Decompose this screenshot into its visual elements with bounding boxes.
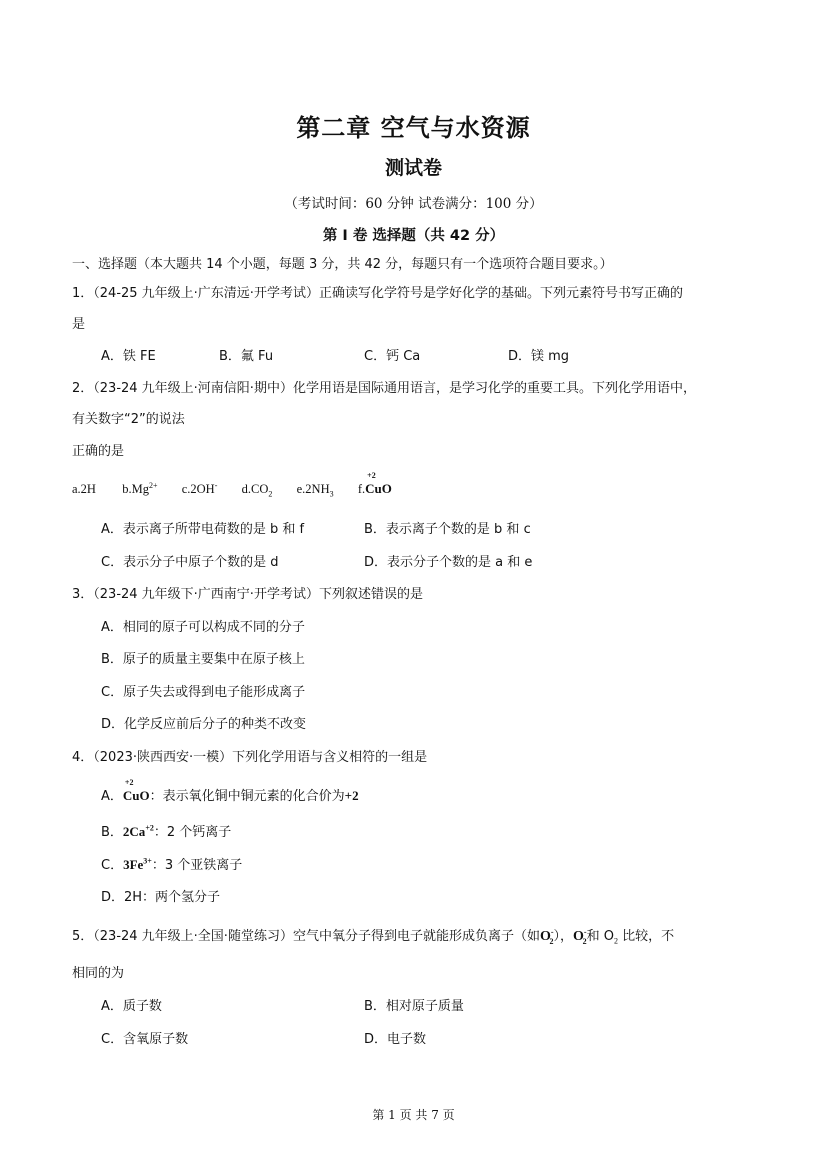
q2-symbol-f: f. +2 CuO	[357, 471, 392, 496]
q3-option-a: A．相同的原子可以构成不同的分子	[101, 620, 305, 635]
q3-option-c: C．原子失去或得到电子能形成离子	[101, 685, 306, 700]
q5-option-d: D．电子数	[364, 1032, 427, 1047]
q4-option-c: C．$3Fe^{3+}$：3 个亚铁离子	[101, 856, 243, 873]
q2-stem-line1: 2．（23-24 九年级上·河南信阳·期中）化学用语是国际通用语言，是学习化学的重要工具。下列化学用语中，	[72, 381, 696, 396]
q1-stem-line1: 1．（24-25 九年级上·广东清远·开学考试）正确读写化学符号是学好化学的基础。下列元素符号书写正确的	[72, 286, 683, 301]
q2-stem-line2: 有关数字“2”的说法	[72, 412, 185, 427]
q4-option-d: D．2H：两个氢分子	[101, 890, 221, 905]
q2-symbol-d: $d.CO_2$	[241, 482, 273, 499]
q5-option-b: B．相对原子质量	[364, 999, 464, 1014]
q4-a-formula: +2 CuO	[122, 778, 150, 803]
q2-symbol-b: $b.Mg^{2+}$	[122, 480, 158, 496]
exam-info: （考试时间：60 分钟 试卷满分：100 分）	[284, 196, 543, 212]
q4-stem: 4．（2023·陕西西安·一模）下列化学用语与含义相符的一组是	[72, 750, 428, 765]
q3-option-b: B．原子的质量主要集中在原子核上	[101, 652, 305, 667]
q5-option-a: A．质子数	[101, 999, 162, 1014]
q2-option-b: B．表示离子个数的是 b 和 c	[364, 522, 531, 537]
q3-stem: 3．（23-24 九年级下·广西南宁·开学考试）下列叙述错误的是	[72, 587, 423, 602]
section-heading: 第 I 卷 选择题（共 42 分）	[322, 228, 505, 244]
q1-option-a: A．铁 FE	[101, 349, 156, 364]
q2-symbol-a: a.2H	[72, 482, 96, 496]
q2-option-d: D．表示分子个数的是 a 和 e	[364, 555, 533, 570]
page-footer: 第 1 页 共 7 页	[372, 1108, 455, 1122]
q5-stem-line2: 相同的为	[72, 966, 125, 981]
q1-option-d: D．镁 mg	[508, 349, 570, 364]
q2-symbols-row	[72, 471, 392, 499]
q3-option-d: D．化学反应前后分子的种类不改变	[101, 717, 307, 732]
instructions: 一、选择题（本大题共 14 个小题，每题 3 分，共 42 分，每题只有一个选项符合题目要求。）	[72, 257, 613, 272]
q5-stem-line1: 5．（23-24 九年级上·全国·随堂练习）空气中氧分子得到电子就能形成负离子（如$O^-_2$），$O^-_2$和 $O_2$ 比较，不	[72, 927, 675, 946]
q1-stem-line2: 是	[72, 317, 86, 332]
q2-stem-line3: 正确的是	[72, 444, 125, 459]
q4-option-b: B．$2Ca^{+2}$：2 个钙离子	[101, 823, 232, 840]
q2-symbol-c: c.2OH-	[181, 480, 218, 496]
q2-symbol-e: $e.2NH_3$	[296, 482, 334, 499]
page-title: 第二章 空气与水资源	[296, 114, 531, 142]
q1-option-b: B．氟 Fu	[219, 349, 274, 364]
q1-option-c: C．钙 Ca	[364, 349, 421, 364]
q2-option-a: A．表示离子所带电荷数的是 b 和 f	[101, 522, 305, 537]
page-subtitle: 测试卷	[384, 157, 442, 179]
q5-option-c: C．含氧原子数	[101, 1032, 189, 1047]
q4-option-a: A． +2 CuO：表示氧化铜中铜元素的化合价为+2	[101, 778, 359, 804]
q2-option-c: C．表示分子中原子个数的是 d	[101, 555, 279, 570]
